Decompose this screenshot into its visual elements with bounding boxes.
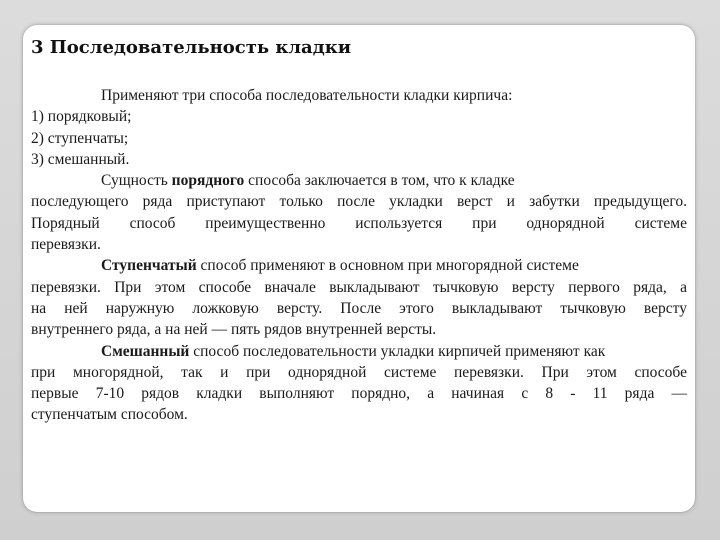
paragraph-smeshannyi-first-line <box>31 341 687 362</box>
paragraph-line: внутреннего ряда, а на ней — пять рядов внутренней версты. <box>31 321 437 339</box>
smeshannyi-term: Смешанный <box>101 342 190 360</box>
poryadnyi-prefix: Сущность <box>101 172 172 190</box>
page-title: 3 Последовательность кладки <box>31 37 352 58</box>
paragraph-line: перевязки. При этом способе вначале выкладывают тычковую версту первого ряда, а <box>31 278 687 296</box>
paragraph-line: перевязки. <box>31 236 101 254</box>
paragraph-stupenchatyi-first-line <box>31 255 687 276</box>
paragraph-line: ступенчатым способом. <box>31 406 188 424</box>
paragraph-line: Порядный способ преимущественно используется при однорядной системе <box>31 214 687 232</box>
slide-card <box>23 25 695 512</box>
poryadnyi-term: порядного <box>171 172 245 190</box>
stupenchatyi-rest: способ применяют в основном при многорядной системе <box>196 257 579 275</box>
list-item: 3) смешанный. <box>31 150 130 168</box>
paragraph-line: на ней наружную ложковую версту. После этого выкладывают тычковую версту <box>31 299 687 317</box>
list-item: 2) ступенчаты; <box>31 129 129 147</box>
paragraph-poryadnyi-first-line <box>31 170 687 191</box>
paragraph-line: последующего ряда приступают только после укладки верст и забутки предыдущего. <box>31 193 687 211</box>
smeshannyi-rest: способ последовательности укладки кирпичей применяют как <box>189 342 606 360</box>
intro-line: Применяют три способа последовательности кладки кирпича: <box>101 87 513 104</box>
list-item: 1) порядковый; <box>31 108 132 126</box>
paragraph-line: при многорядной, так и при однорядной системе перевязки. При этом способе <box>31 363 687 381</box>
poryadnyi-rest: способа заключается в том, что к кладке <box>244 172 515 190</box>
slide-body-text <box>31 85 687 426</box>
paragraph-line: первые 7-10 рядов кладки выполняют порядно, а начиная с 8 - 11 ряда — <box>31 385 687 403</box>
stupenchatyi-term: Ступенчатый <box>101 257 197 275</box>
